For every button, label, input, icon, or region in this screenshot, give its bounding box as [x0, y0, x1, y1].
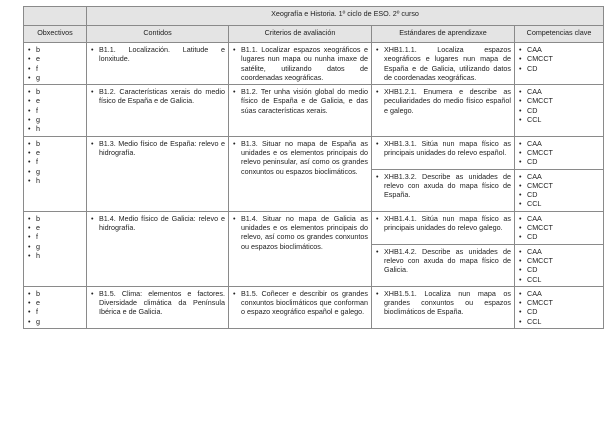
competence-item: • CMCCT [518, 181, 600, 190]
content-list [90, 87, 225, 106]
objectives-cell [24, 211, 87, 286]
competence-item: • CD [518, 190, 600, 199]
objective-item: • f [27, 307, 83, 316]
objective-item: • e [27, 298, 83, 307]
competence-item: • CD [518, 64, 600, 73]
criterion-list [232, 214, 368, 251]
competence-item: • CAA [518, 172, 600, 181]
objectives-list [27, 139, 83, 185]
competence-item: • CD [518, 157, 600, 166]
competence-item: • CAA [518, 214, 600, 223]
competence-item: • CMCCT [518, 298, 600, 307]
standard-list [375, 172, 511, 200]
objective-item: • e [27, 148, 83, 157]
standard-cell [372, 136, 515, 169]
criterion-item: • B1.5. Coñecer e describir os grandes conxuntos bioclimáticos que conforman o espazo xeográfico español e galego. [232, 289, 368, 317]
table-row [24, 85, 604, 136]
competence-item: • CD [518, 232, 600, 241]
criterion-cell [229, 211, 372, 286]
standard-item: • XHB1.1.1. Localiza espazos xeográficos e lugares nun mapa de España e de Galicia, utilizando datos de coordenadas xeográficas. [375, 45, 511, 82]
objectives-list [27, 45, 83, 82]
content-item: • B1.4. Medio físico de Galicia: relevo e hidrografía. [90, 214, 225, 233]
column-header-row [24, 26, 604, 43]
competence-item: • CD [518, 265, 600, 274]
standard-item: • XHB1.4.2. Describe as unidades de relevo con axuda do mapa físico de Galicia. [375, 247, 511, 275]
criterion-item: • B1.2. Ter unha visión global do medio físico de España e de Galicia, e das súas características xerais. [232, 87, 368, 115]
competences-cell [515, 286, 604, 328]
header-competences: Competencias clave [515, 26, 604, 43]
competences-cell [515, 169, 604, 211]
competence-item: • CMCCT [518, 96, 600, 105]
standard-list [375, 87, 511, 115]
standard-list [375, 214, 511, 233]
competence-item: • CMCCT [518, 148, 600, 157]
standard-cell [372, 85, 515, 136]
objective-item: • h [27, 251, 83, 260]
standard-cell [372, 43, 515, 85]
table-body [24, 7, 604, 329]
criterion-cell [229, 43, 372, 85]
objective-item: • e [27, 54, 83, 63]
standard-item: • XHB1.3.2. Describe as unidades de relevo con axuda do mapa físico de España. [375, 172, 511, 200]
criterion-item: • B1.3. Situar no mapa de España as unidades e os elementos principais do relevo peninsular, así como os grandes conxuntos ou espazos bioclimáticos. [232, 139, 368, 176]
criterion-cell [229, 136, 372, 211]
objective-item: • f [27, 106, 83, 115]
competence-item: • CAA [518, 247, 600, 256]
objectives-cell [24, 136, 87, 211]
objectives-list [27, 87, 83, 133]
criterion-list [232, 139, 368, 176]
competence-item: • CMCCT [518, 223, 600, 232]
competence-item: • CCL [518, 317, 600, 326]
competence-item: • CCL [518, 115, 600, 124]
table-title: Xeografía e Historia. 1º ciclo de ESO. 2º curso [87, 7, 604, 26]
standard-list [375, 45, 511, 82]
criterion-list [232, 289, 368, 317]
objective-item: • f [27, 232, 83, 241]
content-item: • B1.3. Medio físico de España: relevo e hidrografía. [90, 139, 225, 158]
standard-item: • XHB1.2.1. Enumera e describe as peculiaridades do medio físico español e galego. [375, 87, 511, 115]
objective-item: • g [27, 317, 83, 326]
competences-cell [515, 211, 604, 244]
standard-cell [372, 244, 515, 286]
competence-item: • CD [518, 307, 600, 316]
table-row [24, 286, 604, 328]
objective-item: • g [27, 73, 83, 82]
objective-item: • e [27, 96, 83, 105]
objective-item: • g [27, 242, 83, 251]
standard-list [375, 247, 511, 275]
standard-item: • XHB1.4.1. Sitúa nun mapa físico as principais unidades do relevo galego. [375, 214, 511, 233]
content-list [90, 45, 225, 64]
competence-item: • CAA [518, 139, 600, 148]
table-row [24, 211, 604, 244]
competences-list [518, 139, 600, 167]
content-cell [87, 85, 229, 136]
competence-item: • CCL [518, 275, 600, 284]
objective-item: • h [27, 124, 83, 133]
criterion-item: • B1.4. Situar no mapa de Galicia as unidades e os elementos principais do relevo, así como os grandes conxuntos ou espazos bioclimáticos. [232, 214, 368, 251]
content-cell [87, 211, 229, 286]
objective-item: • f [27, 64, 83, 73]
competence-item: • CMCCT [518, 54, 600, 63]
content-cell [87, 136, 229, 211]
objective-item: • b [27, 289, 83, 298]
competence-item: • CAA [518, 87, 600, 96]
content-item: • B1.1. Localización. Latitude e lonxitude. [90, 45, 225, 64]
competences-list [518, 87, 600, 124]
competences-cell [515, 136, 604, 169]
content-list [90, 214, 225, 233]
competences-list [518, 214, 600, 242]
standard-list [375, 289, 511, 317]
competences-cell [515, 244, 604, 286]
objective-item: • g [27, 167, 83, 176]
objective-item: • e [27, 223, 83, 232]
criterion-cell [229, 85, 372, 136]
competence-item: • CMCCT [518, 256, 600, 265]
objective-item: • g [27, 115, 83, 124]
objective-item: • b [27, 214, 83, 223]
header-criteria: Criterios de avaliación [229, 26, 372, 43]
objective-item: • b [27, 139, 83, 148]
content-cell [87, 43, 229, 85]
content-item: • B1.5. Clima: elementos e factores. Diversidade climática da Península Ibérica e de Galicia. [90, 289, 225, 317]
objectives-cell [24, 286, 87, 328]
criterion-cell [229, 286, 372, 328]
competence-item: • CD [518, 106, 600, 115]
table-title-row [24, 7, 604, 26]
criterion-list [232, 45, 368, 82]
header-standards: Estándares de aprendizaxe [372, 26, 515, 43]
objectives-list [27, 214, 83, 260]
standard-item: • XHB1.5.1. Localiza nun mapa os grandes conxuntos ou espazos bioclimáticos de España. [375, 289, 511, 317]
standard-cell [372, 169, 515, 211]
empty-corner-cell [24, 7, 87, 26]
competences-list [518, 172, 600, 209]
criterion-item: • B1.1. Localizar espazos xeográficos e lugares nun mapa ou nunha imaxe de satélite, utilizando datos de coordenadas xeográficas. [232, 45, 368, 82]
curriculum-table [23, 6, 604, 329]
competence-item: • CAA [518, 45, 600, 54]
objective-item: • f [27, 157, 83, 166]
competence-item: • CCL [518, 199, 600, 208]
content-list [90, 139, 225, 158]
competences-list [518, 45, 600, 73]
competence-item: • CAA [518, 289, 600, 298]
header-objectives: Obxectivos [24, 26, 87, 43]
competences-cell [515, 43, 604, 85]
header-contents: Contidos [87, 26, 229, 43]
table-row [24, 136, 604, 169]
table-row [24, 43, 604, 85]
objective-item: • h [27, 176, 83, 185]
standard-list [375, 139, 511, 158]
criterion-list [232, 87, 368, 115]
objectives-list [27, 289, 83, 326]
standard-cell [372, 211, 515, 244]
standard-cell [372, 286, 515, 328]
content-item: • B1.2. Características xerais do medio físico de España e de Galicia. [90, 87, 225, 106]
content-list [90, 289, 225, 317]
objectives-cell [24, 85, 87, 136]
competences-cell [515, 85, 604, 136]
competences-list [518, 289, 600, 326]
objective-item: • b [27, 45, 83, 54]
objectives-cell [24, 43, 87, 85]
objective-item: • b [27, 87, 83, 96]
competences-list [518, 247, 600, 284]
content-cell [87, 286, 229, 328]
standard-item: • XHB1.3.1. Sitúa nun mapa físico as principais unidades do relevo español. [375, 139, 511, 158]
